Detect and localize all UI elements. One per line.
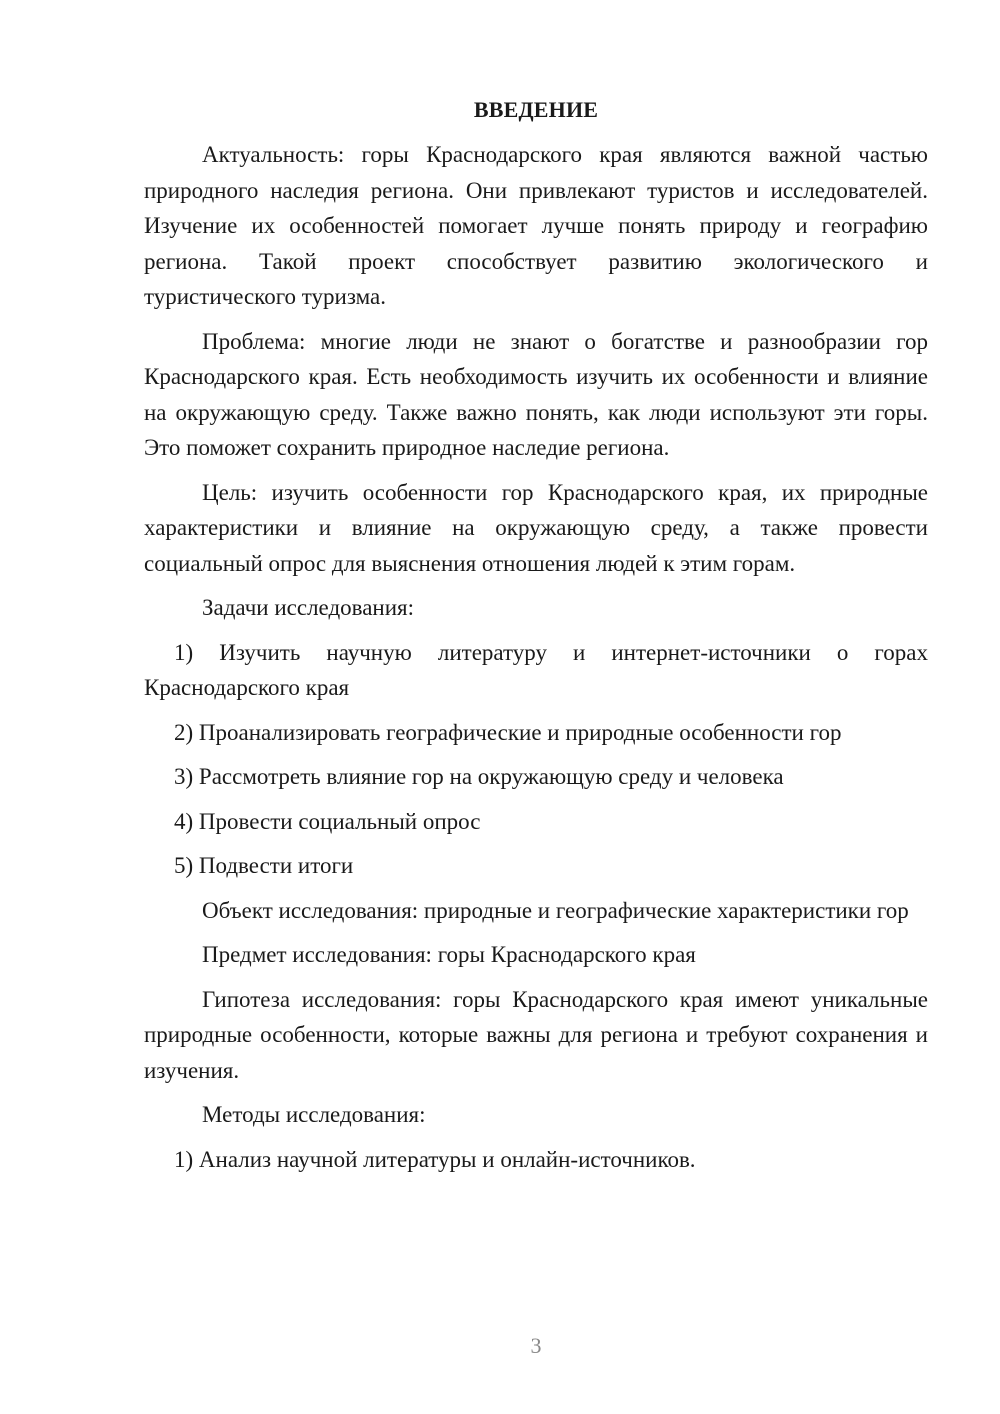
document-page (144, 92, 928, 1186)
hypothesis-paragraph: Гипотеза исследования: горы Краснодарского края имеют уникальные природные особенности, которые важны для региона и требуют сохранения и изучения. (144, 986, 928, 1083)
page-number: 3 (530, 1333, 542, 1358)
task-item-2: 2) Проанализировать географические и природные особенности гор (174, 719, 842, 745)
goal-paragraph: Цель: изучить особенности гор Краснодарского края, их природные характеристики и влияние на окружающую среду, а также провести социальный опрос для выяснения отношения людей к этим горам. (144, 479, 928, 576)
relevance-paragraph: Актуальность: горы Краснодарского края являются важной частью природного наследия региона. Они привлекают туристов и исследователей. Изучение их особенностей помогает лучше понять природу и географию региона. Такой проект способствует развитию экологического и туристического туризма. (144, 142, 928, 309)
task-item-1: 1) Изучить научную литературу и интернет-источники о горах Краснодарского края (144, 639, 928, 700)
task-item-3: 3) Рассмотреть влияние гор на окружающую среду и человека (174, 764, 784, 789)
subject-paragraph: Предмет исследования: горы Краснодарского края (202, 942, 696, 967)
problem-paragraph: Проблема: многие люди не знают о богатстве и разнообразии гор Краснодарского края. Есть необходимость изучить их особенности и влияние на окружающую среду. Также важно понять, как люди используют эти горы. Это поможет сохранить природное наследие региона. (144, 328, 928, 460)
section-title: ВВЕДЕНИЕ (473, 97, 599, 122)
methods-heading: Методы исследования: (202, 1102, 426, 1127)
tasks-heading: Задачи исследования: (202, 595, 415, 620)
task-item-5: 5) Подвести итоги (174, 853, 354, 878)
object-paragraph: Объект исследования: природные и географические характеристики гор (202, 897, 909, 923)
task-item-4: 4) Провести социальный опрос (174, 808, 481, 834)
method-item-1: 1) Анализ научной литературы и онлайн-источников. (174, 1146, 696, 1172)
